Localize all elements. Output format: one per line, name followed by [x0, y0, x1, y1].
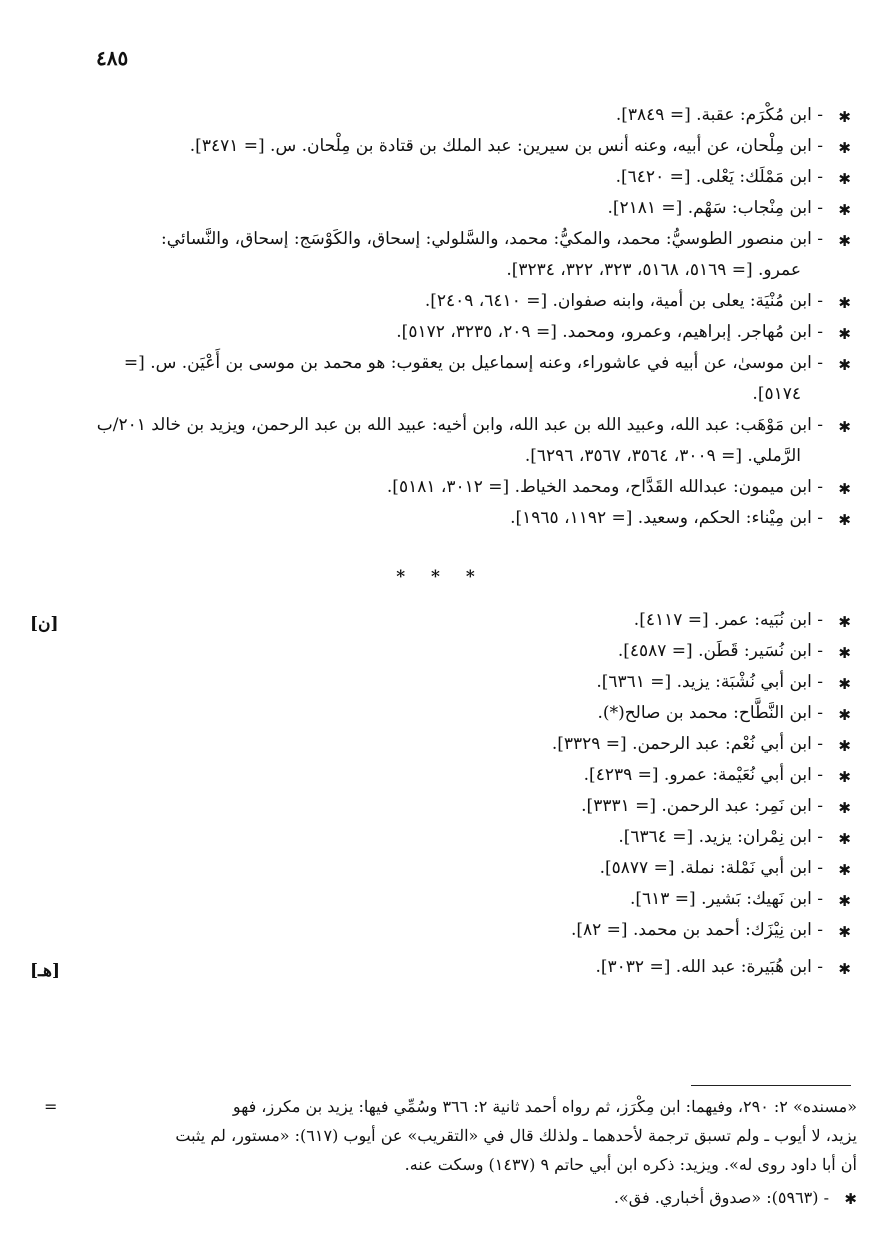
- asterisk-icon: ✱: [838, 356, 851, 374]
- entry-text: - ابن نَهيك: بَشير. [= ٦١٣].: [629, 889, 823, 909]
- asterisk-icon: ✱: [844, 1190, 857, 1208]
- entry-text: - ابن نَمِر: عبد الرحمن. [= ٣٣٣١].: [581, 796, 823, 816]
- asterisk-icon: ✱: [838, 418, 851, 436]
- section-separator: * * *: [396, 567, 485, 587]
- list-item: [30, 791, 851, 822]
- entry-text: - ابن مَوْهَب: عبد الله، وعبيد الله بن عبد الله، وابن أخيه: عبيد الله بن عبد الرحمن، ويزيد بن خالد ٢٠١/ب: [96, 415, 823, 435]
- asterisk-icon: ✱: [838, 232, 851, 250]
- footnote-line: يزيد، لا أيوب ـ ولم تسبق ترجمة لأحدهما ـ ولذلك قال في «التقريب» عن أيوب (٦١٧): «مستور، لم يثبت: [175, 1126, 857, 1145]
- asterisk-icon: ✱: [838, 960, 851, 978]
- asterisk-icon: ✱: [838, 892, 851, 910]
- section-ha: [30, 952, 851, 983]
- entry-text: - ابن ميمون: عبدالله القَدَّاح، ومحمد الخياط. [= ٣٠١٢، ٥١٨١].: [386, 477, 823, 497]
- asterisk-icon: ✱: [838, 768, 851, 786]
- list-item: [30, 193, 851, 224]
- entry-continuation: عمرو. [= ٥١٦٩، ٥١٦٨، ٣٢٣، ٣٢٢، ٣٢٣٤].: [506, 260, 801, 280]
- list-item: [30, 503, 851, 534]
- entry-text: - ابن نُبَيه: عمر. [= ٤١١٧].: [633, 610, 823, 630]
- list-item: [30, 131, 851, 162]
- entries-list: [30, 100, 851, 983]
- list-item: [30, 698, 851, 729]
- asterisk-icon: ✱: [838, 201, 851, 219]
- asterisk-icon: ✱: [838, 170, 851, 188]
- section-marker-nun: [ن]: [30, 614, 59, 634]
- list-item: [30, 162, 851, 193]
- entry-text: - ابن نِمْران: يزيد. [= ٦٣٦٤].: [618, 827, 823, 847]
- footnote-line: أن أبا داود روى له». ويزيد: ذكره ابن أبي حاتم ٩ (١٤٣٧) وسكت عنه.: [404, 1155, 857, 1174]
- asterisk-icon: ✱: [838, 644, 851, 662]
- entries-block-meem: [30, 100, 851, 534]
- list-item: [30, 853, 851, 884]
- asterisk-icon: ✱: [838, 613, 851, 631]
- list-item: [30, 100, 851, 131]
- entry-text: - ابن مَمْلَك: يَعْلى. [= ٦٤٢٠].: [615, 167, 823, 187]
- asterisk-icon: ✱: [838, 861, 851, 879]
- list-item: [30, 667, 851, 698]
- asterisk-icon: ✱: [838, 480, 851, 498]
- page-number: ٤٨٥: [96, 46, 129, 70]
- asterisk-icon: ✱: [838, 923, 851, 941]
- list-item: [30, 348, 851, 410]
- asterisk-icon: ✱: [838, 799, 851, 817]
- entry-text: - ابن مُهاجر. إبراهيم، وعمرو، ومحمد. [= ٢٠٩، ٣٢٣٥، ٥١٧٢].: [396, 322, 823, 342]
- asterisk-icon: ✱: [838, 325, 851, 343]
- list-item: [30, 605, 851, 636]
- list-item: [30, 224, 851, 286]
- asterisk-icon: ✱: [838, 830, 851, 848]
- list-item: [30, 729, 851, 760]
- entry-text: - ابن مِلْحان، عن أبيه، وعنه أنس بن سيرين: عبد الملك بن قتادة بن مِلْحان. س. [= ٣٤٧١].: [189, 136, 823, 156]
- entry-text: - ابن النَّطَّاح: محمد بن صالح(*).: [597, 703, 823, 723]
- entry-text: - ابن أبي نَمْلة: نملة. [= ٥٨٧٧].: [599, 858, 823, 878]
- entry-text: - ابن أبي نُشْبَة: يزيد. [= ٦٣٦١].: [596, 672, 823, 692]
- list-item: [30, 472, 851, 503]
- asterisk-icon: ✱: [838, 675, 851, 693]
- section-marker-ha: [هـ]: [30, 961, 61, 981]
- footnote-entry-text: - (٥٩٦٣): «صدوق أخباري. فق».: [613, 1188, 829, 1207]
- entry-text: - ابن مُكْرَم: عقبة. [= ٣٨٤٩].: [615, 105, 823, 125]
- footnote-line: «مسنده» ٢: ٢٩٠، وفيهما: ابن مِكْرَز، ثم رواه أحمد ثانية ٢: ٣٦٦ وسُمِّي فيها: يزيد بن مكرز، فهو: [232, 1097, 857, 1116]
- list-item: [30, 410, 851, 472]
- list-item: [30, 952, 851, 983]
- list-item: [30, 636, 851, 667]
- footnote-entry: [70, 1183, 857, 1212]
- asterisk-icon: ✱: [838, 294, 851, 312]
- list-item: [30, 822, 851, 853]
- list-item: [30, 884, 851, 915]
- entry-text: - ابن نُسَير: قَطَن. [= ٤٥٨٧].: [617, 641, 823, 661]
- entry-text: - ابن مِيْناء: الحكم، وسعيد. [= ١١٩٢، ١٩٦٥].: [510, 508, 823, 528]
- list-item: [30, 286, 851, 317]
- entry-text: - ابن هُبَيرة: عبد الله. [= ٣٠٣٢].: [595, 957, 823, 977]
- entry-text: - ابن أبي نُعْم: عبد الرحمن. [= ٣٣٢٩].: [551, 734, 823, 754]
- entry-continuation: ٥١٧٤].: [752, 384, 801, 404]
- entry-text: - ابن نِيْزَك: أحمد بن محمد. [= ٨٢].: [570, 920, 823, 940]
- asterisk-icon: ✱: [838, 706, 851, 724]
- section-nun: [30, 605, 851, 946]
- entry-text: - ابن أبي نُعَيْمة: عمرو. [= ٤٢٣٩].: [583, 765, 823, 785]
- asterisk-icon: ✱: [838, 511, 851, 529]
- asterisk-icon: ✱: [838, 139, 851, 157]
- list-item: [30, 915, 851, 946]
- list-item: [30, 760, 851, 791]
- footnote-continuation-mark: =: [44, 1097, 58, 1116]
- asterisk-icon: ✱: [838, 737, 851, 755]
- entry-text: - ابن مِنْجاب: سَهْم. [= ٢١٨١].: [607, 198, 823, 218]
- footnote-divider: [691, 1085, 851, 1086]
- entries-block-nun: [30, 605, 851, 946]
- entry-text: - ابن منصور الطوسيُّ: محمد، والمكيُّ: محمد، والسَّلولي: إسحاق، والكَوْسَج: إسحاق، والنَّسائي:: [161, 229, 823, 249]
- entry-text: - ابن مُنْيَة: يعلى بن أمية، وابنه صفوان. [= ٦٤١٠، ٢٤٠٩].: [424, 291, 823, 311]
- entry-continuation: الرَّملي. [= ٣٠٠٩، ٣٥٦٤، ٣٥٦٧، ٦٢٩٦].: [524, 446, 801, 466]
- asterisk-icon: ✱: [838, 108, 851, 126]
- entry-text: - ابن موسىٰ، عن أبيه في عاشوراء، وعنه إسماعيل بن يعقوب: هو محمد بن موسى بن أَعْيَن. س. [=: [123, 353, 823, 373]
- list-item: [30, 317, 851, 348]
- footnote: [44, 1092, 857, 1212]
